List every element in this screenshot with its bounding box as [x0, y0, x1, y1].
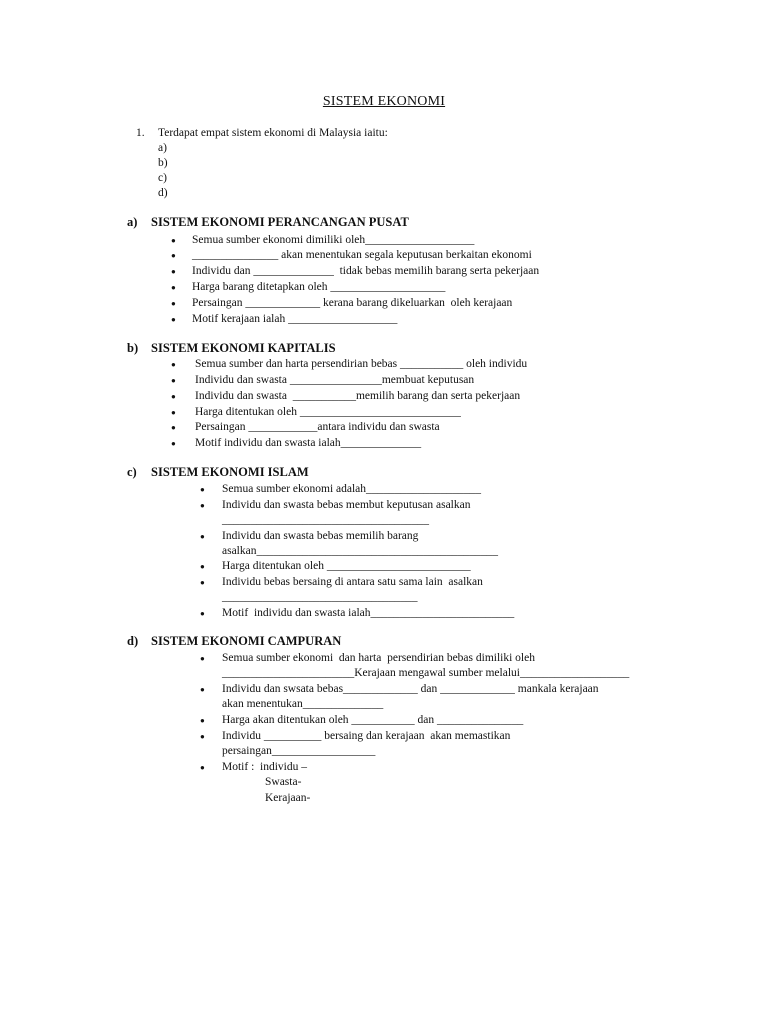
bullet-icon: ●: [200, 501, 205, 510]
bullet-icon: ●: [200, 654, 205, 663]
section-d-item-cont: persaingan__________________: [222, 745, 376, 757]
section-d-item: Semua sumber ekonomi dan harta persendirian bebas dimiliki oleh: [222, 652, 535, 664]
bullet-icon: ●: [171, 392, 176, 401]
section-d-item-cont: _______________________Kerajaan mengawal sumber melalui___________________: [222, 667, 630, 679]
section-b-item: Harga ditentukan oleh ____________________________: [195, 406, 461, 418]
option-d: d): [158, 187, 168, 199]
section-b-item: Motif individu dan swasta ialah______________: [195, 437, 422, 449]
bullet-icon: ●: [200, 685, 205, 694]
section-c-item: Harga ditentukan oleh _________________________: [222, 560, 471, 572]
bullet-icon: ●: [200, 532, 205, 541]
bullet-icon: ●: [171, 299, 176, 308]
section-d-motif-swasta: Swasta-: [265, 776, 302, 788]
section-d-item: Motif : individu –: [222, 761, 307, 773]
section-d-item: Individu __________ bersaing dan kerajaan akan memastikan: [222, 730, 511, 742]
section-d-motif-kerajaan: Kerajaan-: [265, 792, 311, 804]
bullet-icon: ●: [171, 423, 176, 432]
section-a-item: Persaingan _____________ kerana barang dikeluarkan oleh kerajaan: [192, 297, 513, 309]
section-a-item: Motif kerajaan ialah ___________________: [192, 313, 398, 325]
section-c-item: Individu bebas bersaing di antara satu sama lain asalkan: [222, 576, 483, 588]
section-c-heading: SISTEM EKONOMI ISLAM: [151, 465, 309, 479]
option-b: b): [158, 157, 168, 169]
bullet-icon: ●: [200, 763, 205, 772]
bullet-icon: ●: [171, 283, 176, 292]
bullet-icon: ●: [171, 408, 176, 417]
bullet-icon: ●: [171, 360, 176, 369]
section-b-heading: SISTEM EKONOMI KAPITALIS: [151, 341, 336, 355]
section-c-item: Motif individu dan swasta ialah_________________________: [222, 607, 515, 619]
section-d-item: Harga akan ditentukan oleh ___________ dan _______________: [222, 714, 524, 726]
section-a-marker: a): [127, 215, 138, 229]
section-d-item-cont: akan menentukan______________: [222, 698, 384, 710]
section-d-heading: SISTEM EKONOMI CAMPURAN: [151, 634, 342, 648]
section-a-heading: SISTEM EKONOMI PERANCANGAN PUSAT: [151, 215, 409, 229]
question-number: 1.: [136, 127, 145, 139]
section-a-item: Semua sumber ekonomi dimiliki oleh___________________: [192, 234, 475, 246]
bullet-icon: ●: [171, 315, 176, 324]
option-c: c): [158, 172, 167, 184]
section-d-marker: d): [127, 634, 139, 648]
section-c-item: Individu dan swasta bebas membut keputusan asalkan: [222, 499, 471, 511]
section-c-item-cont: ____________________________________: [222, 514, 429, 526]
section-a-item: _______________ akan menentukan segala keputusan berkaitan ekonomi: [192, 249, 532, 261]
section-c-item-cont: asalkan__________________________________________: [222, 545, 498, 557]
section-b-item: Individu dan swasta ___________memilih barang dan serta pekerjaan: [195, 390, 521, 402]
bullet-icon: ●: [171, 376, 176, 385]
bullet-icon: ●: [171, 267, 176, 276]
section-b-item: Individu dan swasta ________________membuat keputusan: [195, 374, 475, 386]
bullet-icon: ●: [200, 716, 205, 725]
option-a: a): [158, 142, 167, 154]
section-c-item: Individu dan swasta bebas memilih barang: [222, 530, 419, 542]
page-title: SISTEM EKONOMI: [322, 94, 446, 109]
bullet-icon: ●: [200, 562, 205, 571]
bullet-icon: ●: [200, 609, 205, 618]
section-c-item-cont: __________________________________: [222, 591, 418, 603]
section-a-item: Individu dan ______________ tidak bebas memilih barang serta pekerjaan: [192, 265, 540, 277]
section-a-item: Harga barang ditetapkan oleh ____________________: [192, 281, 446, 293]
section-d-item: Individu dan swsata bebas_____________ dan _____________ mankala kerajaan: [222, 683, 599, 695]
bullet-icon: ●: [200, 578, 205, 587]
question-text: Terdapat empat sistem ekonomi di Malaysia iaitu:: [158, 127, 388, 139]
section-c-marker: c): [127, 465, 137, 479]
section-b-item: Persaingan ____________antara individu dan swasta: [195, 421, 440, 433]
bullet-icon: ●: [171, 251, 176, 260]
section-b-marker: b): [127, 341, 139, 355]
section-b-item: Semua sumber dan harta persendirian bebas ___________ oleh individu: [195, 358, 528, 370]
bullet-icon: ●: [171, 236, 176, 245]
bullet-icon: ●: [200, 732, 205, 741]
section-c-item: Semua sumber ekonomi adalah____________________: [222, 483, 482, 495]
bullet-icon: ●: [200, 485, 205, 494]
bullet-icon: ●: [171, 439, 176, 448]
